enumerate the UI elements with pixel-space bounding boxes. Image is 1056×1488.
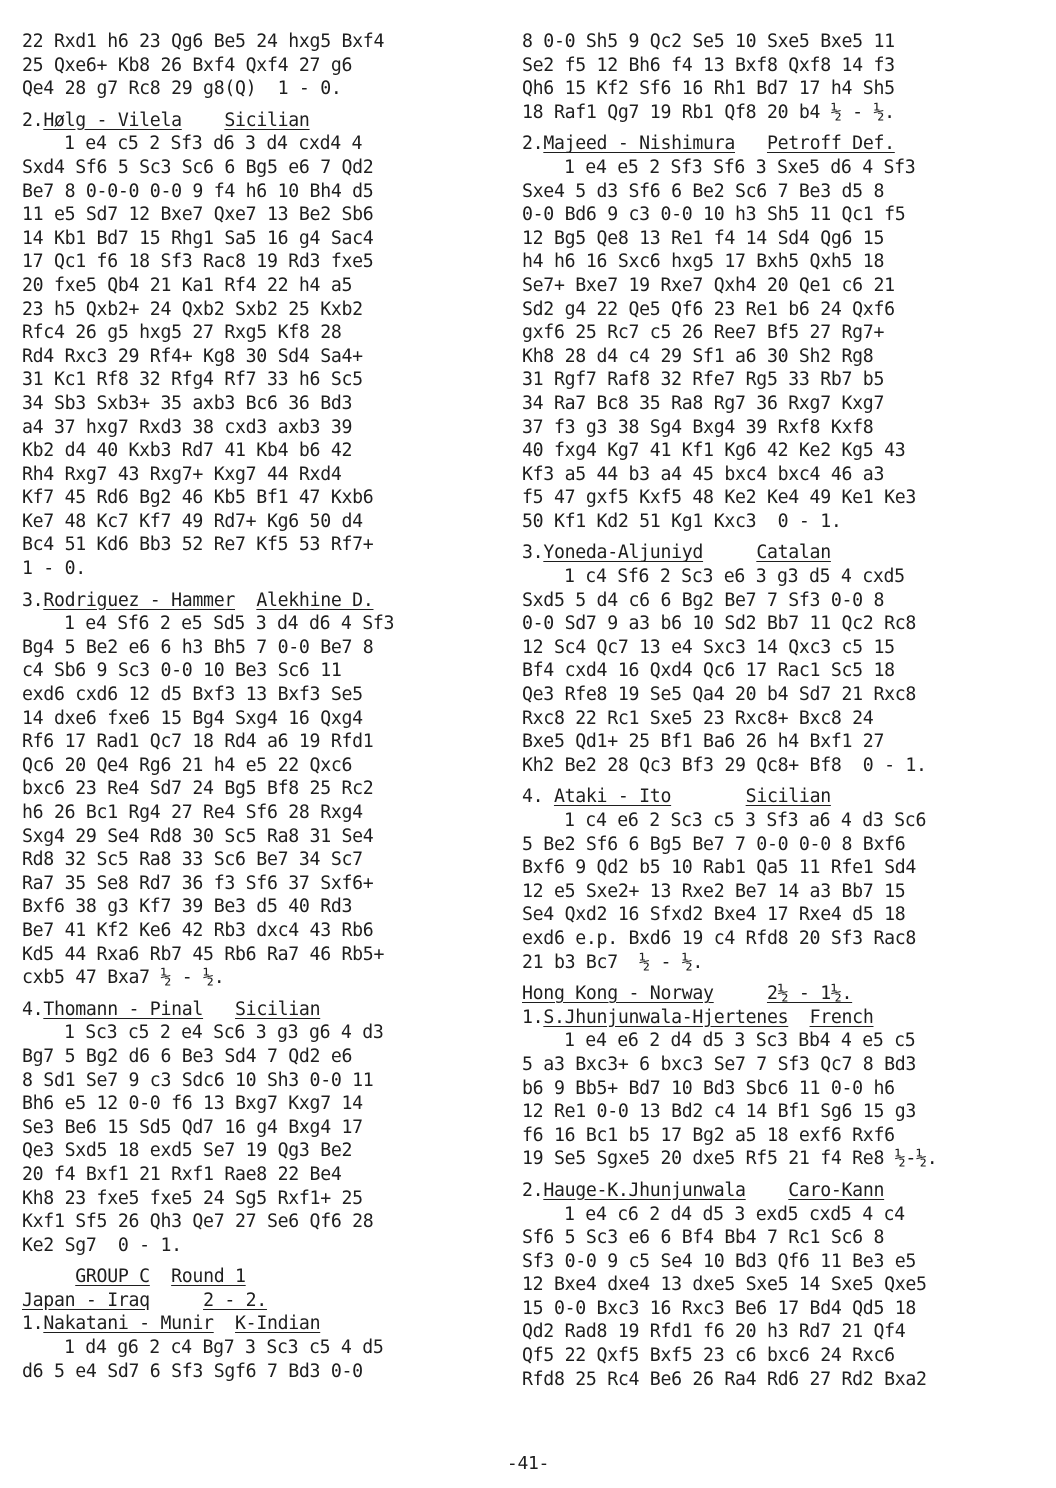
move-line: Sf6 5 Sc3 e6 6 Bf4 Bb4 7 Rc1 Sc6 8 bbox=[522, 1227, 885, 1249]
game-header bbox=[22, 109, 508, 133]
move-line: 1 d4 g6 2 c4 Bg7 3 Sc3 c5 4 d5 bbox=[64, 1337, 384, 1359]
move-line: Qe4 28 g7 Rc8 29 g8(Q) 1 - 0. bbox=[22, 78, 342, 100]
match-teams: Japan - Iraq bbox=[22, 1289, 150, 1311]
game-block bbox=[22, 109, 508, 581]
game-number: 1. bbox=[22, 1313, 44, 1335]
move-line: 8 Sd1 Se7 9 c3 Sdc6 10 Sh3 0-0 11 bbox=[22, 1069, 374, 1091]
move-line: 12 Bxe4 dxe4 13 dxe5 Sxe5 14 Sxe5 Qxe5 bbox=[522, 1274, 927, 1296]
game-opening: Sicilian bbox=[235, 998, 321, 1020]
move-line: Qd2 Rad8 19 Rfd1 f6 20 h3 Rd7 21 Qf4 bbox=[522, 1321, 906, 1343]
game-block bbox=[522, 1179, 1042, 1391]
game-number: 1. bbox=[522, 1006, 544, 1028]
move-line: Sd2 g4 22 Qe5 Qf6 23 Re1 b6 24 Qxf6 bbox=[522, 298, 895, 320]
game-block bbox=[522, 541, 1042, 777]
game-number: 3. bbox=[22, 589, 44, 611]
move-line: gxf6 25 Rc7 c5 26 Ree7 Bf5 27 Rg7+ bbox=[522, 322, 885, 344]
move-line: h6 26 Bc1 Rg4 27 Re4 Sf6 28 Rxg4 bbox=[22, 802, 363, 823]
move-line: Sxg4 29 Se4 Rd8 30 Sc5 Ra8 31 Se4 bbox=[22, 825, 374, 847]
move-line: Kf7 45 Rd6 Bg2 46 Kb5 Bf1 47 Kxb6 bbox=[22, 487, 374, 509]
move-line: Be7 41 Kf2 Ke6 42 Rb3 dxc4 43 Rb6 bbox=[22, 919, 374, 941]
move-line: 17 Qc1 f6 18 Sf3 Rac8 19 Rd3 fxe5 bbox=[22, 251, 374, 273]
move-line: bxc6 23 Re4 Sd7 24 Bg5 Bf8 25 Rc2 bbox=[22, 778, 374, 800]
move-line: h4 h6 16 Sxc6 hxg5 17 Bxh5 Qxh5 18 bbox=[522, 251, 885, 273]
move-line: f6 16 Bc1 b5 17 Bg2 a5 18 exf6 Rxf6 bbox=[522, 1124, 895, 1146]
game-players: Yoneda-Aljuniyd bbox=[543, 542, 704, 564]
move-line: 34 Ra7 Bc8 35 Ra8 Rg7 36 Rxg7 Kxg7 bbox=[522, 392, 885, 414]
move-line: 23 h5 Qxb2+ 24 Qxb2 Sxb2 25 Kxb2 bbox=[22, 298, 363, 320]
header-spacer bbox=[788, 1006, 809, 1030]
header-spacer bbox=[22, 1265, 75, 1289]
move-line: 12 e5 Sxe2+ 13 Rxe2 Be7 14 a3 Bb7 15 bbox=[522, 880, 906, 902]
game-opening: French bbox=[809, 1006, 874, 1028]
move-line: 12 Bg5 Qe8 13 Re1 f4 14 Sd4 Qg6 15 bbox=[522, 227, 885, 249]
move-line: Kb2 d4 40 Kxb3 Rd7 41 Kb4 b6 42 bbox=[22, 440, 353, 462]
game-block bbox=[22, 998, 508, 1258]
game-players: Nakatani - Munir bbox=[43, 1313, 214, 1335]
match-header bbox=[522, 982, 1042, 1006]
move-line: Rfd8 25 Rc4 Be6 26 Ra4 Rd6 27 Rd2 Bxa2 bbox=[522, 1368, 927, 1390]
move-line: d6 5 e4 Sd7 6 Sf3 Sgf6 7 Bd3 0-0 bbox=[22, 1360, 363, 1382]
header-spacer bbox=[214, 1312, 235, 1336]
move-line: Sxe4 5 d3 Sf6 6 Be2 Sc6 7 Be3 d5 8 bbox=[522, 180, 885, 202]
move-line: 15 0-0 Bxc3 16 Rxc3 Be6 17 Bd4 Qd5 18 bbox=[522, 1297, 917, 1319]
move-line: 18 Raf1 Qg7 19 Rb1 Qf8 20 b4 ½ - ½. bbox=[522, 101, 895, 123]
game-number: 2. bbox=[22, 109, 44, 131]
move-line: 20 f4 Bxf1 21 Rxf1 Rae8 22 Be4 bbox=[22, 1163, 342, 1185]
game-opening: Catalan bbox=[756, 542, 831, 564]
move-line: 22 Rxd1 h6 23 Qg6 Be5 24 hxg5 Bxf4 bbox=[22, 31, 385, 52]
game-header bbox=[22, 998, 508, 1022]
game-players: S.Jhunjunwala-Hjertenes bbox=[543, 1006, 789, 1028]
game-number: 2. bbox=[522, 1179, 544, 1201]
move-line: 1 e4 c6 2 d4 d5 3 exd5 cxd5 4 c4 bbox=[564, 1203, 905, 1225]
header-spacer bbox=[235, 589, 256, 613]
move-line: Rfc4 26 g5 hxg5 27 Rxg5 Kf8 28 bbox=[22, 322, 342, 344]
move-line: 31 Rgf7 Raf8 32 Rfe7 Rg5 33 Rb7 b5 bbox=[522, 369, 885, 391]
move-line: f5 47 gxf5 Kxf5 48 Ke2 Ke4 49 Ke1 Ke3 bbox=[522, 487, 917, 509]
header-spacer bbox=[150, 1289, 203, 1313]
move-line: Kh8 23 fxe5 fxe5 24 Sg5 Rxf1+ 25 bbox=[22, 1187, 363, 1209]
move-line: Bxe5 Qd1+ 25 Bf1 Ba6 26 h4 Bxf1 27 bbox=[522, 731, 885, 753]
move-line: 50 Kf1 Kd2 51 Kg1 Kxc3 0 - 1. bbox=[522, 510, 842, 532]
move-line: Qc6 20 Qe4 Rg6 21 h4 e5 22 Qxc6 bbox=[22, 754, 353, 776]
game-opening: Sicilian bbox=[745, 786, 831, 808]
move-line: exd6 cxd6 12 d5 Bxf3 13 Bxf3 Se5 bbox=[22, 684, 363, 706]
game-players: Rodriguez - Hammer bbox=[43, 589, 236, 611]
header-spacer bbox=[703, 541, 756, 565]
move-line: 1 c4 Sf6 2 Sc3 e6 3 g3 d5 4 cxd5 bbox=[564, 566, 905, 588]
move-line: cxb5 47 Bxa7 ½ - ½. bbox=[22, 967, 225, 989]
move-line: Bf4 cxd4 16 Qxd4 Qc6 17 Rac1 Sc5 18 bbox=[522, 660, 895, 682]
move-line: Se2 f5 12 Bh6 f4 13 Bxf8 Qxf8 14 f3 bbox=[522, 54, 895, 76]
move-line: Bxf6 38 g3 Kf7 39 Be3 d5 40 Rd3 bbox=[22, 896, 353, 918]
header-spacer bbox=[182, 109, 225, 133]
move-line: a4 37 hxg7 Rxd3 38 cxd3 axb3 39 bbox=[22, 416, 353, 438]
game-number: 4. bbox=[522, 786, 554, 808]
left-column bbox=[22, 30, 508, 1391]
game-players: Ataki - Ito bbox=[553, 786, 672, 808]
game-players: Hølg - Vilela bbox=[43, 109, 182, 131]
move-line: Se7+ Bxe7 19 Rxe7 Qxh4 20 Qe1 c6 21 bbox=[522, 274, 895, 296]
move-line: Kh2 Be2 28 Qc3 Bf3 29 Qc8+ Bf8 0 - 1. bbox=[522, 754, 927, 776]
match-header bbox=[22, 1289, 508, 1313]
continuation-block bbox=[522, 30, 1042, 124]
game-opening: Sicilian bbox=[224, 109, 310, 131]
game-number: 4. bbox=[22, 998, 44, 1020]
game-header bbox=[22, 589, 508, 613]
move-line: 12 Sc4 Qc7 13 e4 Sxc3 14 Qxc3 c5 15 bbox=[522, 636, 895, 658]
move-line: 11 e5 Sd7 12 Bxe7 Qxe7 13 Be2 Sb6 bbox=[22, 204, 374, 226]
move-line: Se4 Qxd2 16 Sfxd2 Bxe4 17 Rxe4 d5 18 bbox=[522, 904, 906, 926]
game-header bbox=[522, 132, 1042, 156]
move-line: 5 Be2 Sf6 6 Bg5 Be7 7 0-0 0-0 8 Bxf6 bbox=[522, 833, 906, 855]
move-line: 1 e4 c5 2 Sf3 d6 3 d4 cxd4 4 bbox=[64, 133, 363, 155]
move-line: Kf3 a5 44 b3 a4 45 bxc4 bxc4 46 a3 bbox=[522, 463, 885, 485]
move-line: 1 e4 Sf6 2 e5 Sd5 3 d4 d6 4 Sf3 bbox=[64, 613, 395, 635]
move-line: 34 Sb3 Sxb3+ 35 axb3 Bc6 36 Bd3 bbox=[22, 392, 353, 414]
match-teams: Hong Kong - Norway bbox=[522, 983, 714, 1005]
move-line: Bc4 51 Kd6 Bb3 52 Re7 Kf5 53 Rf7+ bbox=[22, 534, 374, 556]
right-column bbox=[522, 30, 1042, 1399]
move-line: Rxc8 22 Rc1 Sxe5 23 Rxc8+ Bxc8 24 bbox=[522, 707, 874, 729]
move-line: Bg7 5 Bg2 d6 6 Be3 Sd4 7 Qd2 e6 bbox=[22, 1045, 353, 1067]
game-header bbox=[22, 1312, 508, 1336]
move-line: Qe3 Sxd5 18 exd5 Se7 19 Qg3 Be2 bbox=[22, 1140, 353, 1162]
continuation-block bbox=[22, 30, 508, 101]
move-line: 1 c4 e6 2 Sc3 c5 3 Sf3 a6 4 d3 Sc6 bbox=[564, 810, 927, 831]
game-block bbox=[522, 132, 1042, 533]
header-spacer bbox=[746, 1179, 789, 1203]
game-opening: Caro-Kann bbox=[788, 1179, 885, 1201]
move-line: 1 e4 e6 2 d4 d5 3 Sc3 Bb4 4 e5 c5 bbox=[564, 1030, 916, 1052]
move-line: 1 Sc3 c5 2 e4 Sc6 3 g3 g6 4 d3 bbox=[64, 1022, 384, 1044]
move-line: Qh6 15 Kf2 Sf6 16 Rh1 Bd7 17 h4 Sh5 bbox=[522, 78, 895, 100]
game-block bbox=[522, 1006, 1042, 1171]
move-line: 1 e4 e5 2 Sf3 Sf6 3 Sxe5 d6 4 Sf3 bbox=[564, 156, 916, 178]
page-number: -41- bbox=[506, 1453, 550, 1474]
match-score: 2 - 2. bbox=[203, 1289, 267, 1311]
game-players: Thomann - Pinal bbox=[43, 998, 204, 1020]
move-line: Kd5 44 Rxa6 Rb7 45 Rb6 Ra7 46 Rb5+ bbox=[22, 943, 385, 965]
move-line: 31 Kc1 Rf8 32 Rfg4 Rf7 33 h6 Sc5 bbox=[22, 369, 363, 391]
match-score: 2½ - 1½. bbox=[766, 983, 853, 1005]
move-line: Sxd4 Sf6 5 Sc3 Sc6 6 Bg5 e6 7 Qd2 bbox=[22, 156, 374, 178]
game-opening: Alekhine D. bbox=[256, 589, 374, 611]
header-spacer bbox=[714, 982, 767, 1006]
move-line: Ke2 Sg7 0 - 1. bbox=[22, 1234, 182, 1256]
game-players: Majeed - Nishimura bbox=[543, 133, 736, 155]
game-opening: Petroff Def. bbox=[766, 133, 895, 155]
move-line: Qe3 Rfe8 19 Se5 Qa4 20 b4 Sd7 21 Rxc8 bbox=[522, 684, 917, 706]
move-line: Se3 Be6 15 Sd5 Qd7 16 g4 Bxg4 17 bbox=[22, 1116, 363, 1138]
game-players: Hauge-K.Jhunjunwala bbox=[543, 1179, 746, 1201]
header-spacer bbox=[671, 785, 746, 809]
move-line: 21 b3 Bc7 ½ - ½. bbox=[522, 951, 704, 973]
game-header bbox=[522, 1179, 1042, 1203]
move-line: Bh6 e5 12 0-0 f6 13 Bxg7 Kxg7 14 bbox=[22, 1093, 363, 1115]
group-round: Round 1 bbox=[171, 1266, 246, 1288]
game-number: 3. bbox=[522, 542, 544, 564]
move-line: 40 fxg4 Kg7 41 Kf1 Kg6 42 Ke2 Kg5 43 bbox=[522, 440, 906, 462]
move-line: 20 fxe5 Qb4 21 Ka1 Rf4 22 h4 a5 bbox=[22, 274, 353, 296]
group-title: GROUP C bbox=[75, 1266, 150, 1288]
game-header bbox=[522, 541, 1042, 565]
move-line: exd6 e.p. Bxd6 19 c4 Rfd8 20 Sf3 Rac8 bbox=[522, 927, 917, 949]
move-line: 0-0 Sd7 9 a3 b6 10 Sd2 Bb7 11 Qc2 Rc8 bbox=[522, 613, 917, 635]
game-opening: K-Indian bbox=[235, 1313, 321, 1335]
move-line: 19 Se5 Sgxe5 20 dxe5 Rf5 21 f4 Re8 ½-½. bbox=[522, 1148, 938, 1170]
move-line: Bg4 5 Be2 e6 6 h3 Bh5 7 0-0 Be7 8 bbox=[22, 636, 374, 658]
group-header bbox=[22, 1265, 508, 1289]
move-line: Rh4 Rxg7 43 Rxg7+ Kxg7 44 Rxd4 bbox=[22, 463, 342, 485]
header-spacer bbox=[203, 998, 235, 1022]
move-line: 25 Qxe6+ Kb8 26 Bxf4 Qxf4 27 g6 bbox=[22, 54, 353, 76]
move-line: c4 Sb6 9 Sc3 0-0 10 Be3 Sc6 11 bbox=[22, 660, 342, 682]
game-number: 2. bbox=[522, 133, 544, 155]
move-line: 1 - 0. bbox=[22, 558, 86, 580]
move-line: Be7 8 0-0-0 0-0 9 f4 h6 10 Bh4 d5 bbox=[22, 180, 374, 202]
move-line: 5 a3 Bxc3+ 6 bxc3 Se7 7 Sf3 Qc7 8 Bd3 bbox=[522, 1053, 917, 1075]
game-block bbox=[522, 785, 1042, 974]
move-line: Sf3 0-0 9 c5 Se4 10 Bd3 Qf6 11 Be3 e5 bbox=[522, 1250, 917, 1272]
header-spacer bbox=[735, 132, 767, 156]
game-header bbox=[522, 785, 1042, 809]
move-line: 8 0-0 Sh5 9 Qc2 Se5 10 Sxe5 Bxe5 11 bbox=[522, 31, 895, 52]
move-line: Kxf1 Sf5 26 Qh3 Qe7 27 Se6 Qf6 28 bbox=[22, 1211, 374, 1233]
move-line: Kh8 28 d4 c4 29 Sf1 a6 30 Sh2 Rg8 bbox=[522, 345, 874, 367]
move-line: Bxf6 9 Qd2 b5 10 Rab1 Qa5 11 Rfe1 Sd4 bbox=[522, 857, 917, 879]
header-spacer bbox=[150, 1265, 171, 1289]
move-line: b6 9 Bb5+ Bd7 10 Bd3 Sbc6 11 0-0 h6 bbox=[522, 1077, 895, 1099]
game-header bbox=[522, 1006, 1042, 1030]
game-block bbox=[22, 589, 508, 990]
move-line: 14 Kb1 Bd7 15 Rhg1 Sa5 16 g4 Sac4 bbox=[22, 227, 374, 249]
move-line: Qf5 22 Qxf5 Bxf5 23 c6 bxc6 24 Rxc6 bbox=[522, 1345, 895, 1367]
move-line: Sxd5 5 d4 c6 6 Bg2 Be7 7 Sf3 0-0 8 bbox=[522, 589, 885, 611]
move-line: Rf6 17 Rad1 Qc7 18 Rd4 a6 19 Rfd1 bbox=[22, 731, 374, 753]
move-line: 37 f3 g3 38 Sg4 Bxg4 39 Rxf8 Kxf8 bbox=[522, 416, 874, 438]
move-line: 0-0 Bd6 9 c3 0-0 10 h3 Sh5 11 Qc1 f5 bbox=[522, 204, 906, 226]
move-line: 12 Re1 0-0 13 Bd2 c4 14 Bf1 Sg6 15 g3 bbox=[522, 1101, 917, 1123]
move-line: Rd4 Rxc3 29 Rf4+ Kg8 30 Sd4 Sa4+ bbox=[22, 345, 363, 367]
move-line: Ra7 35 Se8 Rd7 36 f3 Sf6 37 Sxf6+ bbox=[22, 872, 374, 894]
move-line: 14 dxe6 fxe6 15 Bg4 Sxg4 16 Qxg4 bbox=[22, 707, 363, 729]
game-block bbox=[22, 1312, 508, 1383]
move-line: Rd8 32 Sc5 Ra8 33 Sc6 Be7 34 Sc7 bbox=[22, 849, 363, 871]
move-line: Ke7 48 Kc7 Kf7 49 Rd7+ Kg6 50 d4 bbox=[22, 510, 363, 532]
